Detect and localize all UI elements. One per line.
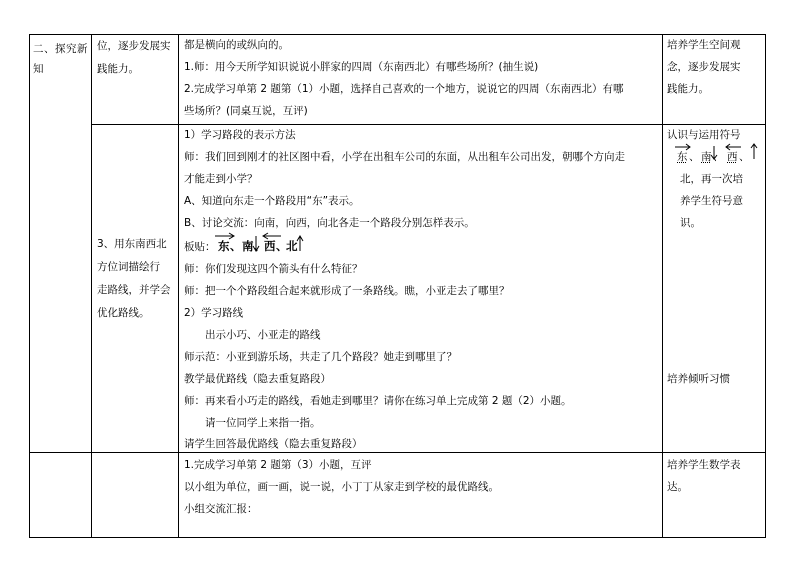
board-dir-north: 北 [286, 239, 298, 253]
goal-top-line2: 践能力。 [97, 63, 139, 75]
row-divider-2 [29, 452, 765, 453]
process-row2-line9: 2）学习路线 [184, 307, 244, 319]
arrow-down-small-icon [710, 145, 718, 161]
process-row3-line1: 1.完成学习单第 2 题第（3）小题，互评 [184, 459, 372, 471]
intent-row3-line2: 达。 [667, 481, 688, 493]
intent-row1-line3: 践能力。 [667, 83, 709, 95]
intent-row2-line4: 养学生符号意 [680, 195, 743, 207]
board-dir-east: 东 [218, 239, 230, 253]
intent-row2-line5: 识。 [680, 217, 701, 229]
intent-dir-west: 西 [727, 151, 738, 163]
intent-sep-1: 、 [689, 151, 700, 163]
goal-mid-line4: 优化路线。 [97, 307, 150, 319]
board-dir-south: 南 [242, 239, 254, 253]
col-border-goal [178, 34, 179, 538]
process-row3-line2: 以小组为单位，画一画，说一说，小丁丁从家走到学校的最优路线。 [184, 481, 499, 493]
process-row1-line2: 1.师：用今天所学知识说说小胖家的四周（东南西北）有哪些场所？(抽生说) [184, 61, 539, 73]
intent-dir-south: 南 [701, 151, 712, 163]
process-row1-line1: 都是横向的或纵向的。 [184, 39, 289, 51]
arrow-left-icon [262, 232, 282, 240]
intent-sep-3: 、 [739, 151, 750, 163]
goal-top-line1: 位，逐步发展实 [97, 40, 171, 52]
process-row2-line14: 请一位同学上来指一指。 [205, 417, 321, 429]
row-divider-1 [91, 124, 765, 125]
intent-sep-2: 、 [713, 151, 724, 163]
arrow-right-icon [214, 232, 236, 240]
col-border-right [765, 34, 766, 538]
intent-row1-line2: 念，逐步发展实 [667, 61, 741, 73]
arrow-down-icon [252, 235, 260, 253]
process-row2-line11: 师示范：小亚到游乐场，共走了几个路段？她走到哪里了？ [184, 351, 457, 363]
goal-mid-line2: 方位词描绘行 [97, 261, 160, 273]
board-sep-1: 、 [230, 239, 242, 253]
intent-row3-line1: 培养学生数学表 [667, 459, 741, 471]
stage-title: 二、探究新知 [33, 43, 88, 75]
arrow-up-small-icon [750, 142, 758, 160]
process-row3-line3: 小组交流汇报： [184, 503, 258, 515]
intent-row2-line3: 北，再一次培 [680, 173, 743, 185]
board-prefix: 板贴： [184, 241, 216, 253]
intent-dir-east: 东 [677, 151, 688, 163]
goal-mid-line3: 走路线，并学会 [97, 284, 171, 296]
intent-row2-line6: 培养倾听习惯 [667, 373, 730, 385]
process-row2-line12: 教学最优路线（隐去重复路段） [184, 373, 331, 385]
process-row2-line1: 1）学习路段的表示方法 [184, 129, 296, 141]
intent-row2-line1: 认识与运用符号 [667, 129, 741, 141]
process-row2-line15: 请学生回答最优路线（隐去重复路段） [184, 438, 363, 450]
col-border-process [662, 34, 663, 538]
process-row2-line10: 出示小巧、小亚走的路线 [205, 329, 321, 341]
process-row2-line2: 师：我们回到刚才的社区图中看，小学在出租车公司的东面，从出租车公司出发，朝哪个方向走 [184, 151, 625, 163]
process-row2-line5: B、讨论交流：向南，向西，向北各走一个路段分别怎样表示。 [184, 217, 475, 229]
col-border-stage [91, 34, 92, 538]
process-row1-line3: 2.完成学习单第 2 题第（1）小题，选择自己喜欢的一个地方，说说它的四周（东南西北）有哪 [184, 83, 624, 95]
board-sep-2: 、 [254, 239, 266, 253]
arrow-up-icon [296, 234, 304, 252]
process-row1-line4: 些场所？(同桌互说，互评) [184, 105, 308, 117]
process-row2-line4: A、知道向东走一个路段用“东”表示。 [184, 195, 360, 207]
table-top-border [29, 34, 765, 35]
arrow-right-small-icon [674, 143, 692, 151]
process-row2-line3: 才能走到小学？ [184, 173, 258, 185]
arrow-left-small-icon [725, 143, 743, 151]
process-row2-line8: 师：把一个个路段组合起来就形成了一条路线。瞧，小亚走去了哪里？ [184, 285, 510, 297]
goal-mid-line1: 3、用东南西北 [97, 238, 167, 250]
process-row2-line13: 师：再来看小巧走的路线，看她走到哪里？请你在练习单上完成第 2 题（2）小题。 [184, 395, 572, 407]
col-border-left [29, 34, 30, 538]
table-bottom-border [29, 537, 765, 538]
board-sep-3: 、 [276, 239, 288, 253]
process-row2-line7: 师：你们发现这四个箭头有什么特征？ [184, 263, 363, 275]
intent-row1-line1: 培养学生空间观 [667, 39, 741, 51]
board-dir-west: 西 [264, 239, 276, 253]
